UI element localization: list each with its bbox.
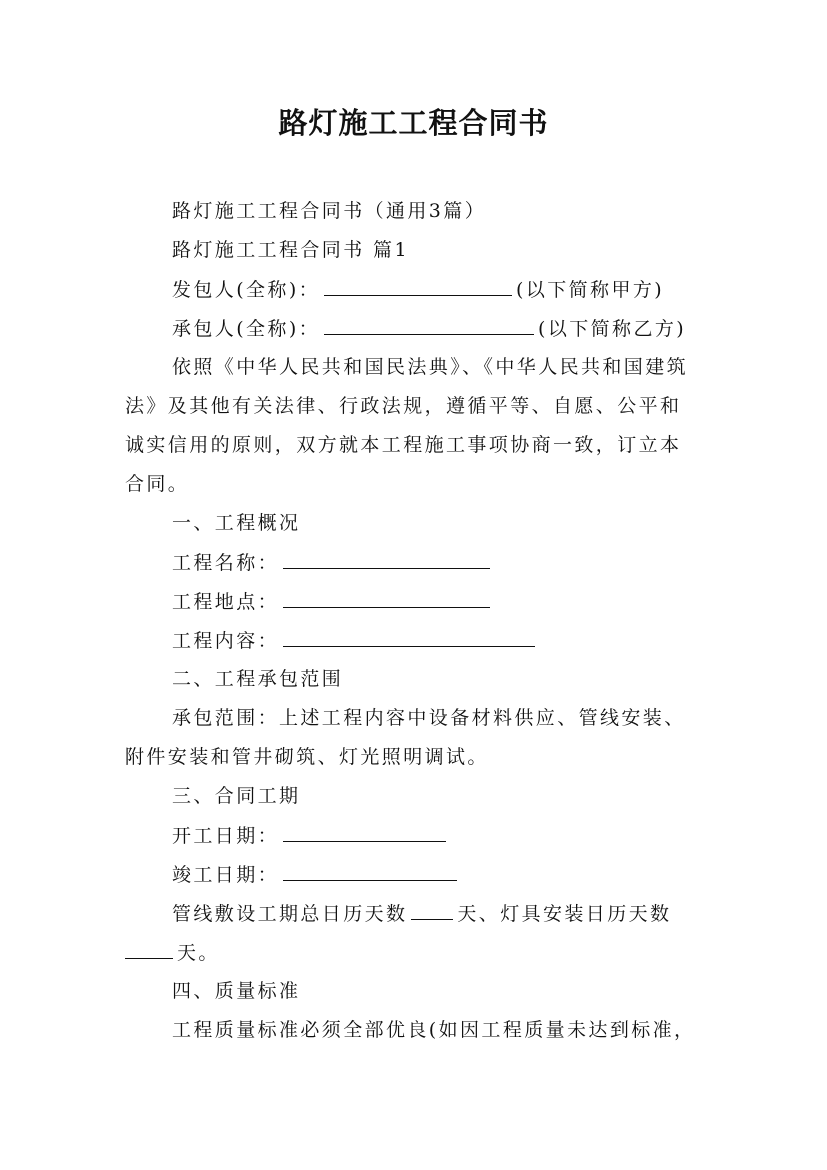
party-a-line: [172, 275, 664, 304]
party-b-line: [172, 314, 686, 343]
intro-line-3: 诚实信用的原则，双方就本工程施工事项协商一致，订立本: [125, 434, 682, 456]
section-2-heading: 二、工程承包范围: [172, 668, 344, 690]
project-content-line: [172, 626, 539, 655]
end-date-label: 竣工日期：: [172, 864, 280, 886]
duration-line-2: [125, 938, 220, 967]
document-title: 路灯施工工程合同书: [278, 106, 549, 140]
party-b-blank[interactable]: [324, 314, 534, 335]
end-date-line: [172, 860, 461, 889]
party-a-suffix: (以下简称甲方): [516, 279, 665, 301]
party-a-label: 发包人(全称)：: [172, 279, 321, 301]
intro-line-1: 依照《中华人民共和国民法典》、《中华人民共和国建筑: [172, 356, 689, 378]
section-4-heading: 四、质量标准: [172, 980, 301, 1002]
quality-line-1: 工程质量标准必须全部优良(如因工程质量未达到标准，: [172, 1019, 696, 1041]
section-1-heading: 一、工程概况: [172, 512, 301, 534]
project-content-label: 工程内容：: [172, 630, 280, 652]
end-date-blank[interactable]: [283, 860, 457, 881]
duration-label-a: 管线敷设工期总日历天数: [172, 903, 408, 925]
start-date-line: [172, 821, 450, 850]
duration-line-1: [172, 899, 671, 928]
duration-label-c: 天。: [177, 942, 220, 964]
project-name-label: 工程名称：: [172, 552, 280, 574]
project-location-label: 工程地点：: [172, 591, 280, 613]
party-b-suffix: (以下简称乙方): [538, 318, 687, 340]
duration-label-b: 天、灯具安装日历天数: [457, 903, 672, 925]
party-b-label: 承包人(全称)：: [172, 318, 321, 340]
start-date-label: 开工日期：: [172, 825, 280, 847]
start-date-blank[interactable]: [283, 821, 446, 842]
section-3-heading: 三、合同工期: [172, 785, 301, 807]
scope-line-1: 承包范围：上述工程内容中设备材料供应、管线安装、: [172, 707, 686, 729]
intro-line-4: 合同。: [125, 473, 190, 495]
project-location-blank[interactable]: [283, 587, 490, 608]
party-a-blank[interactable]: [324, 275, 512, 296]
project-content-blank[interactable]: [283, 626, 535, 647]
subtitle: 路灯施工工程合同书（通用3篇）: [172, 200, 487, 222]
part-label: 路灯施工工程合同书 篇1: [172, 239, 409, 261]
project-name-line: [172, 548, 494, 577]
pipeline-days-blank[interactable]: [411, 899, 453, 920]
project-name-blank[interactable]: [283, 548, 490, 569]
intro-line-2: 法》及其他有关法律、行政法规，遵循平等、自愿、公平和: [125, 395, 682, 417]
project-location-line: [172, 587, 494, 616]
scope-line-2: 附件安装和管井砌筑、灯光照明调试。: [125, 746, 489, 768]
lamp-days-blank[interactable]: [125, 938, 173, 959]
